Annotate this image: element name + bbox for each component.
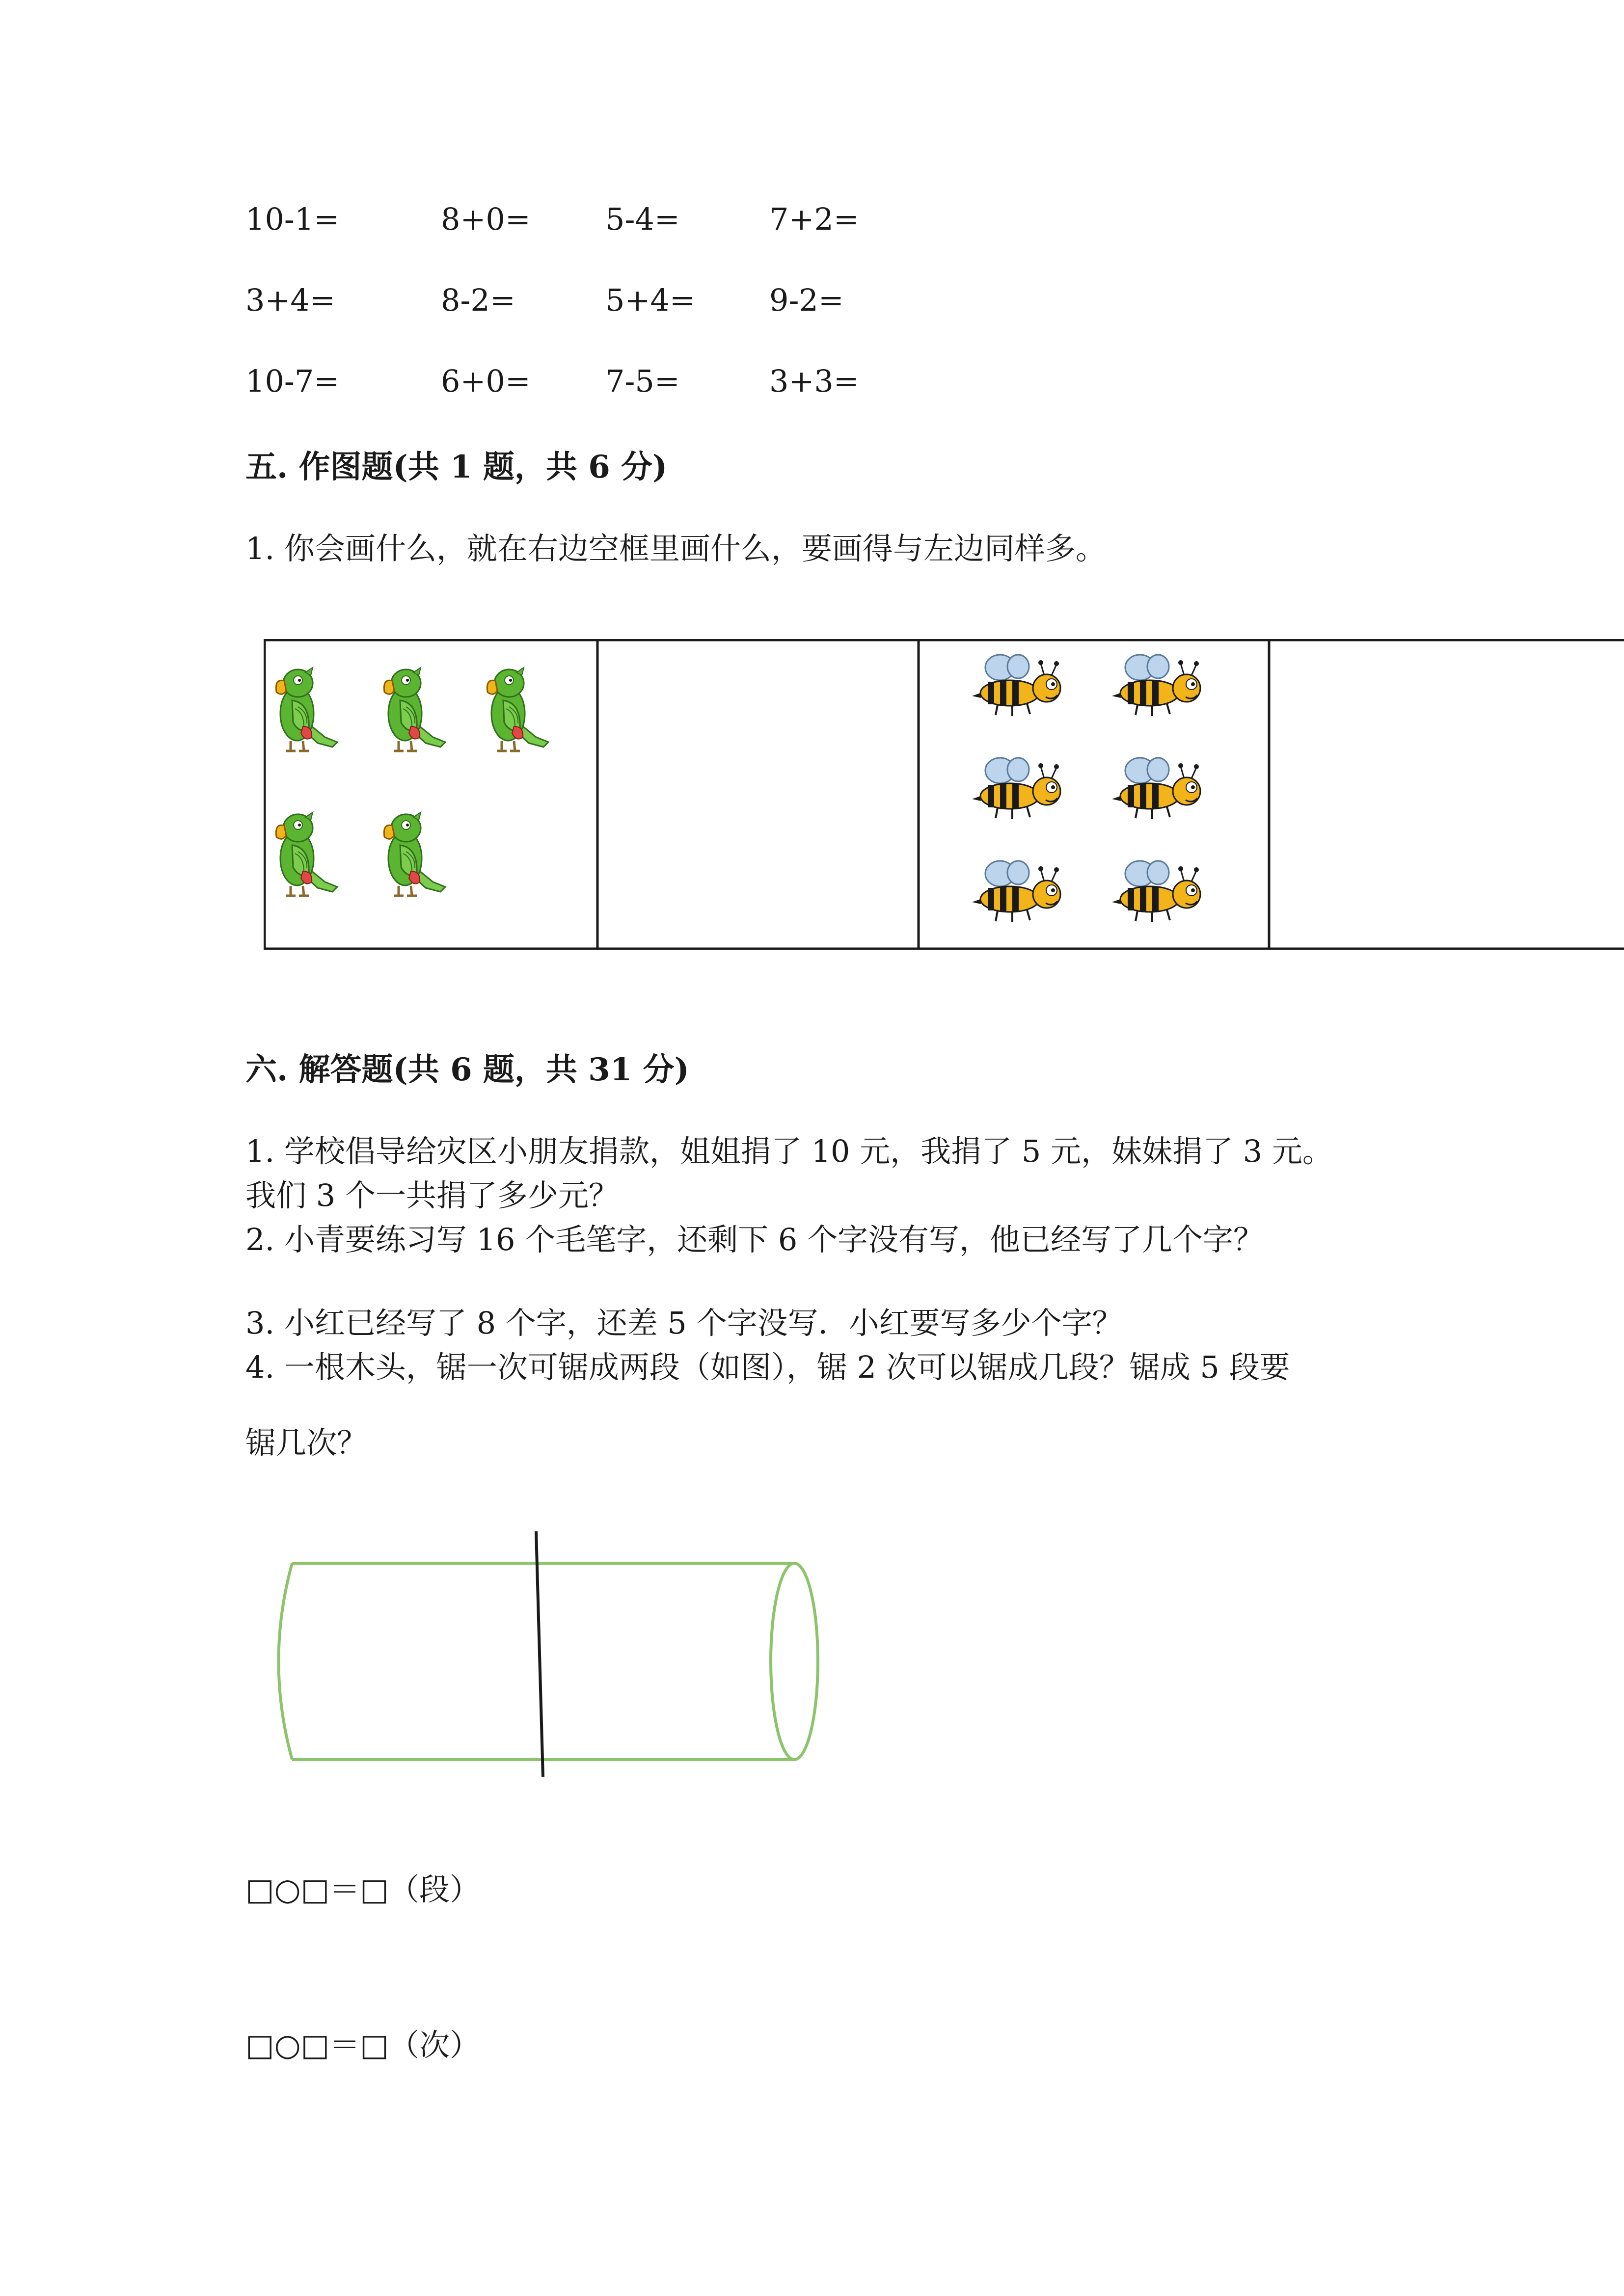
parrot-icon bbox=[384, 812, 445, 896]
bee-icon bbox=[1112, 861, 1200, 922]
parrot-icon bbox=[276, 812, 337, 896]
equation: 7-5= bbox=[605, 363, 680, 399]
bee-icon bbox=[972, 758, 1060, 819]
question-2: 2. 小青要练习写 16 个毛笔字，还剩下 6 个字没有写，他已经写了几个字？ bbox=[245, 1222, 1264, 1257]
drawing-question: 1. 你会画什么，就在右边空框里画什么，要画得与左边同样多。 bbox=[245, 531, 1106, 566]
question-3: 3. 小红已经写了 8 个字，还差 5 个字没写．小红要写多少个字？ bbox=[245, 1305, 1123, 1341]
question-1-line-1: 1. 学校倡导给灾区小朋友捐款，姐姐捐了 10 元，我捐了 5 元，妹妹捐了 3 元。 bbox=[245, 1133, 1333, 1169]
section-heading-drawing: 五. 作图题(共 1 题，共 6 分) bbox=[245, 449, 668, 485]
picture-table bbox=[264, 639, 1624, 950]
parrot-icon bbox=[487, 667, 548, 751]
section-heading-solve: 六. 解答题(共 6 题，共 31 分) bbox=[245, 1051, 689, 1088]
equation: 10-1= bbox=[245, 201, 340, 237]
bee-icon bbox=[1112, 655, 1200, 716]
answer-cuts: □○□＝□（次） bbox=[245, 2027, 480, 2063]
bee-icon bbox=[1112, 758, 1200, 819]
bee-group bbox=[972, 655, 1200, 922]
parrot-icon bbox=[276, 667, 337, 751]
log-shape bbox=[279, 1563, 818, 1760]
equation: 5+4= bbox=[605, 282, 695, 318]
equation: 3+4= bbox=[245, 282, 335, 318]
equation: 8+0= bbox=[441, 201, 531, 237]
bee-icon bbox=[972, 655, 1060, 716]
table-grid bbox=[264, 639, 1624, 950]
equation: 7+2= bbox=[769, 201, 859, 237]
log-cut-figure bbox=[255, 1526, 835, 1782]
equation: 5-4= bbox=[605, 201, 680, 237]
parrot-group bbox=[276, 667, 548, 896]
question-1-line-2: 我们 3 个一共捐了多少元？ bbox=[245, 1177, 619, 1213]
equation: 8-2= bbox=[441, 282, 515, 318]
equation: 9-2= bbox=[769, 282, 844, 318]
question-4-line-2: 锯几次？ bbox=[245, 1425, 368, 1461]
cut-line bbox=[536, 1531, 543, 1777]
equation: 10-7= bbox=[245, 363, 340, 399]
question-4-line-1: 4. 一根木头，锯一次可锯成两段（如图），锯 2 次可以锯成几段？锯成 5 段要 bbox=[245, 1349, 1290, 1385]
equation: 6+0= bbox=[441, 363, 531, 399]
parrot-icon bbox=[384, 667, 445, 751]
equation: 3+3= bbox=[769, 363, 859, 399]
bee-icon bbox=[972, 861, 1060, 922]
answer-segments: □○□＝□（段） bbox=[245, 1871, 480, 1907]
